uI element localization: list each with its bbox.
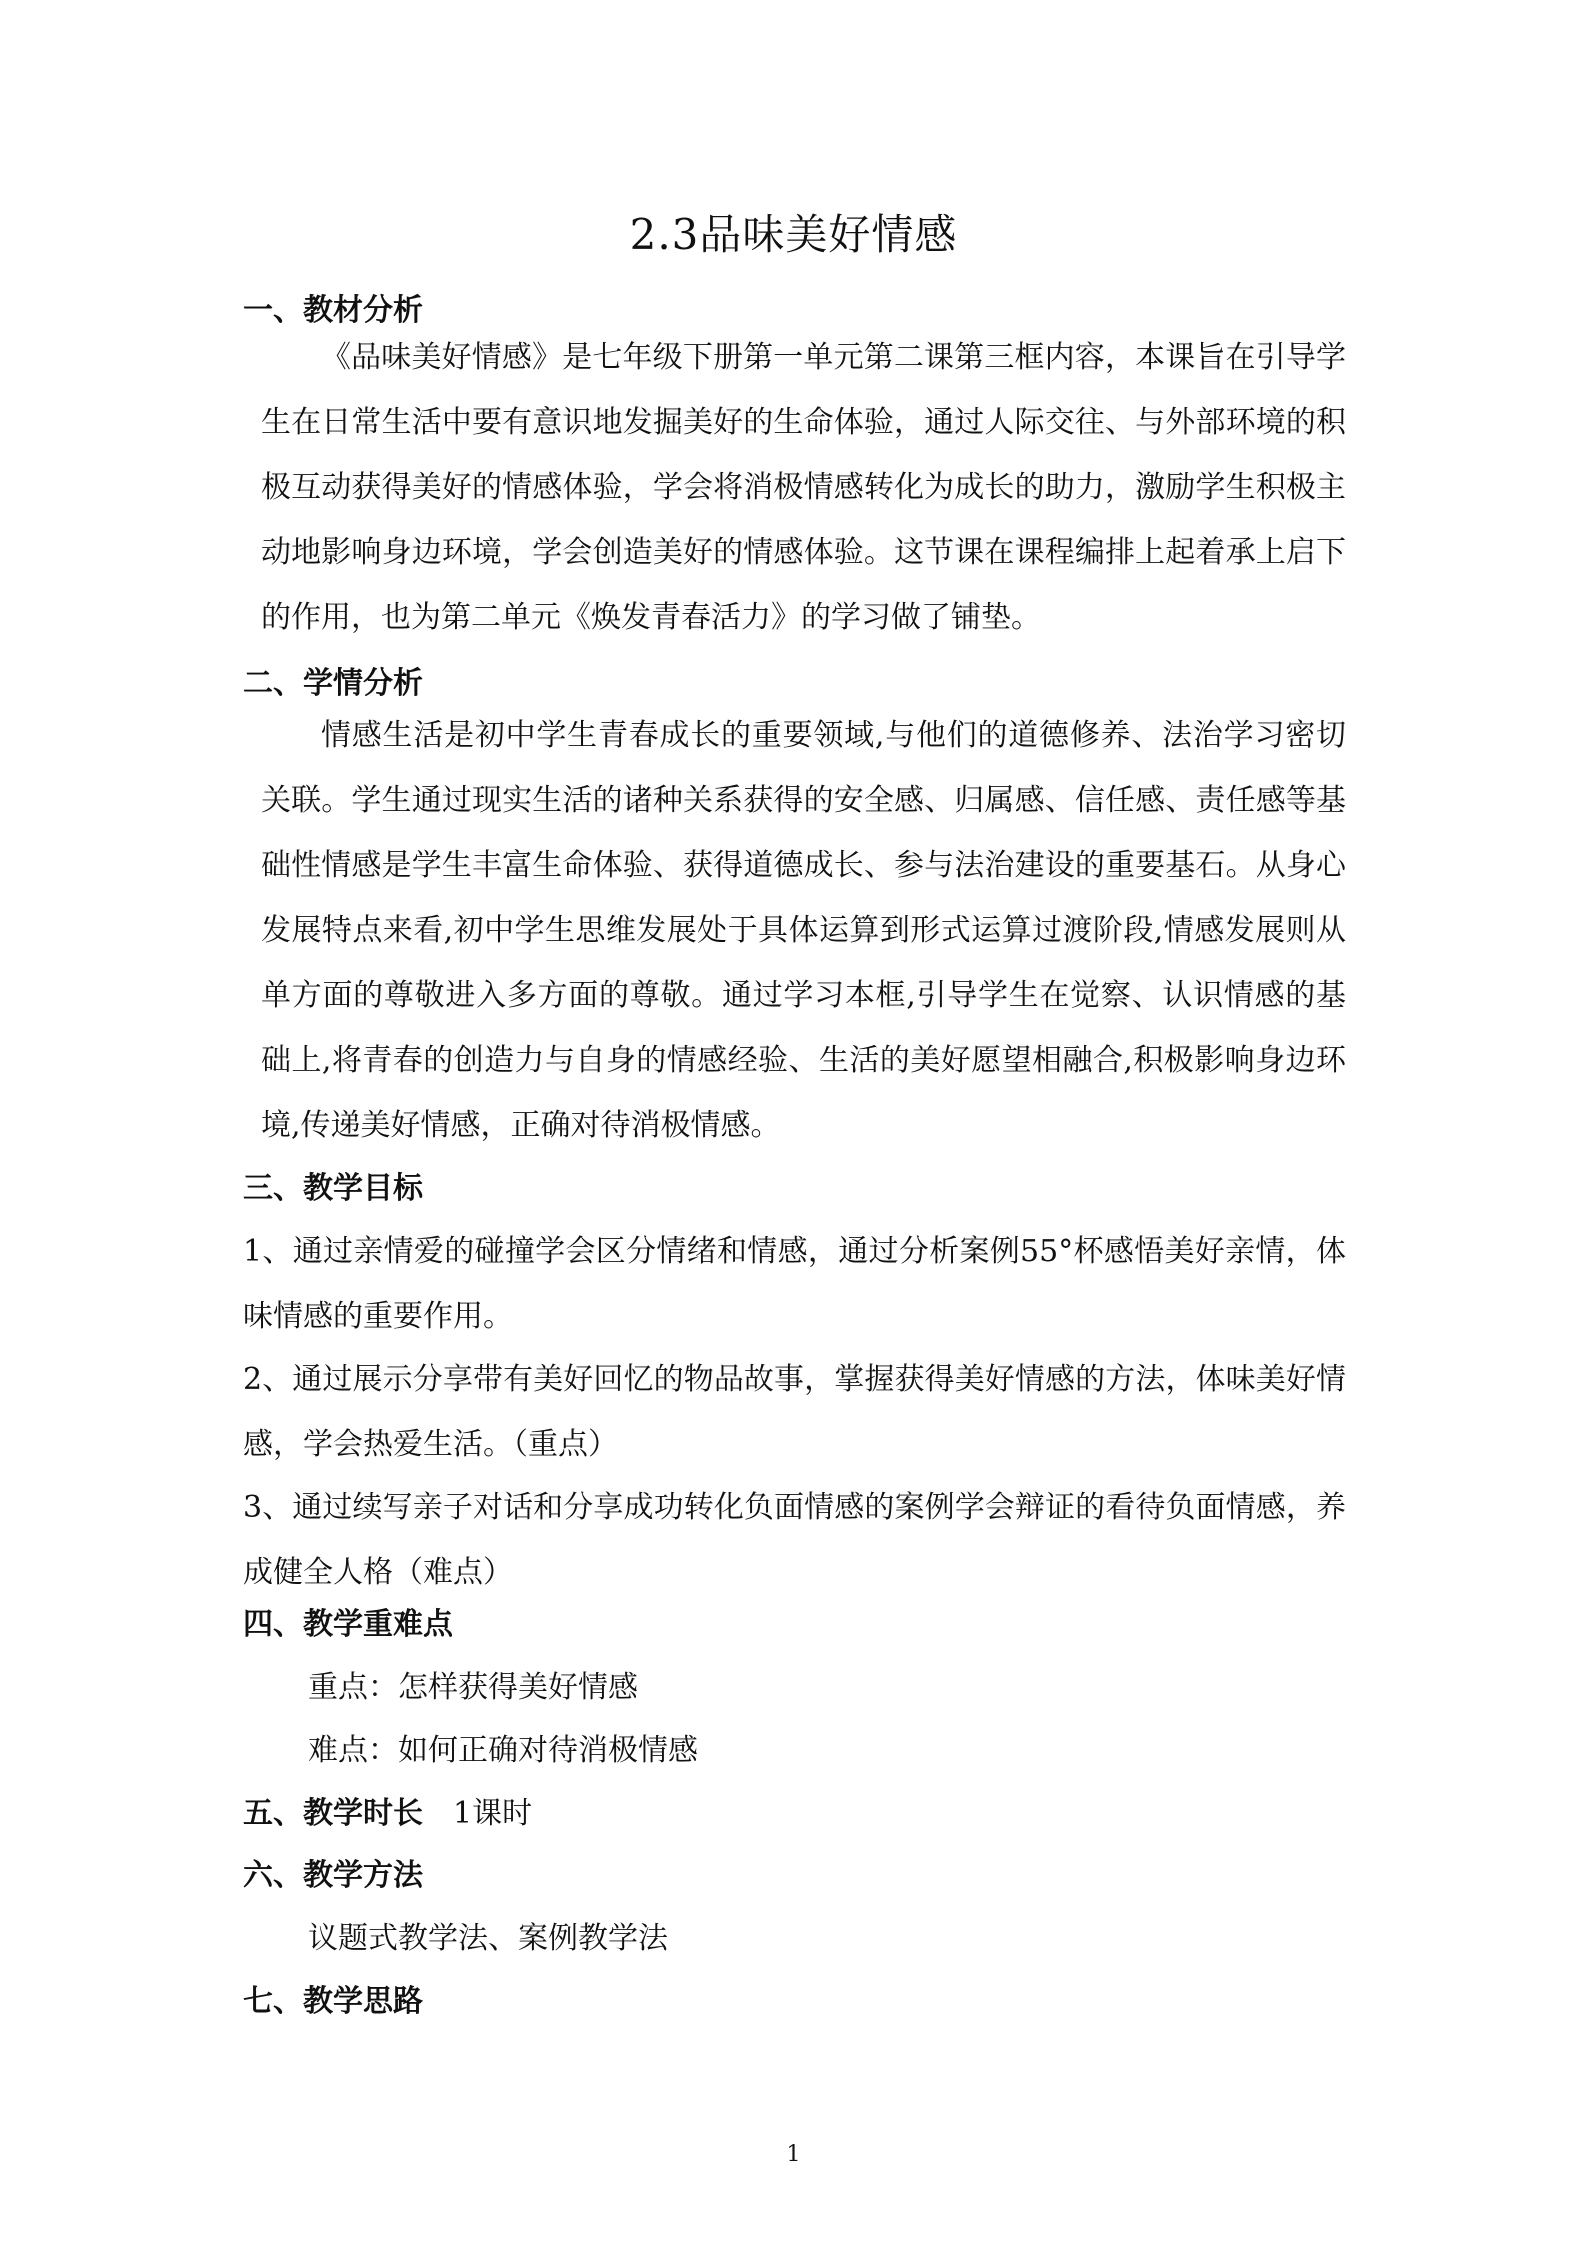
- teaching-duration-label: 五、教学时长: [243, 1796, 423, 1831]
- objective-item-3: 3、通过续写亲子对话和分享成功转化负面情感的案例学会辩证的看待负面情感，养成健全人格（难点）: [243, 1490, 1346, 1590]
- section-heading-student-analysis: 二、学情分析: [243, 666, 423, 701]
- objective-item-1: 1、通过亲情爱的碰撞学会区分情绪和情感，通过分析案例55°杯感悟美好亲情，体味情感的重要作用。: [243, 1234, 1346, 1334]
- section-heading-teaching-approach: 七、教学思路: [243, 1984, 423, 2019]
- teaching-duration-value: 1课时: [453, 1796, 533, 1831]
- document-title: 2.3品味美好情感: [629, 210, 958, 259]
- section-heading-teaching-methods: 六、教学方法: [243, 1858, 423, 1893]
- difficult-point: 难点：如何正确对待消极情感: [308, 1733, 698, 1768]
- section-heading-textbook-analysis: 一、教材分析: [243, 293, 423, 328]
- page-number: 1: [786, 2142, 801, 2167]
- teaching-methods-value: 议题式教学法、案例教学法: [308, 1921, 668, 1956]
- student-analysis-paragraph: 情感生活是初中学生青春成长的重要领域,与他们的道德修养、法治学习密切关联。学生通过现实生活的诸种关系获得的安全感、归属感、信任感、责任感等基础性情感是学生丰富生命体验、获得道德成长、参与法治建设的重要基石。从身心发展特点来看,初中学生思维发展处于具体运算到形式运算过渡阶段,情感发展则从单方面的尊敬进入多方面的尊敬。通过学习本框,引导学生在觉察、认识情感的基础上,将青春的创造力与自身的情感经验、生活的美好愿望相融合,积极影响身边环境,传递美好情感，正确对待消极情感。: [261, 718, 1346, 1143]
- key-point: 重点：怎样获得美好情感: [308, 1670, 638, 1705]
- section-heading-teaching-duration: [243, 1793, 532, 1835]
- objective-item-2: 2、通过展示分享带有美好回忆的物品故事，掌握获得美好情感的方法，体味美好情感，学会热爱生活。（重点）: [243, 1362, 1346, 1462]
- textbook-analysis-paragraph: 《品味美好情感》是七年级下册第一单元第二课第三框内容，本课旨在引导学生在日常生活中要有意识地发掘美好的生命体验，通过人际交往、与外部环境的积极互动获得美好的情感体验，学会将消极情感转化为成长的助力，激励学生积极主动地影响身边环境，学会创造美好的情感体验。这节课在课程编排上起着承上启下的作用，也为第二单元《焕发青春活力》的学习做了铺垫。: [261, 340, 1346, 635]
- section-heading-teaching-objectives: 三、教学目标: [243, 1171, 423, 1206]
- section-heading-key-difficult-points: 四、教学重难点: [243, 1607, 453, 1642]
